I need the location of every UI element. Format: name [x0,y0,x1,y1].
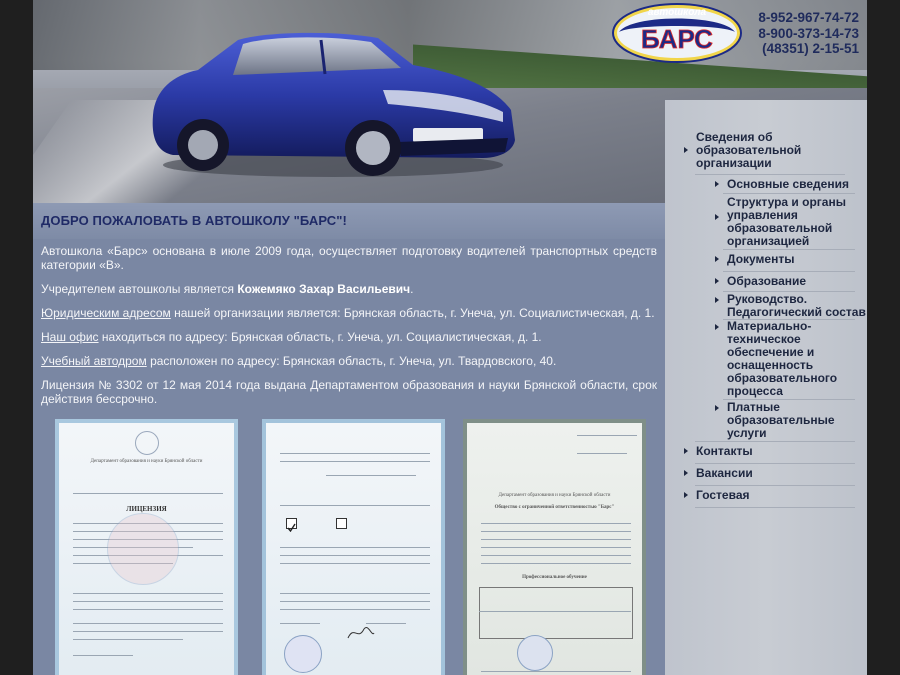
logo[interactable] [611,2,743,69]
paragraph-legal-address [41,306,657,320]
arrow-right-icon [715,405,719,411]
article-text [41,244,657,416]
paragraph-founder [41,282,657,296]
sidebar-nav [665,100,867,675]
license-image-1[interactable] [55,419,238,675]
sidebar-item-about[interactable] [665,130,867,170]
logo-subtitle: автошкола [647,7,707,18]
license-3-section: Профессиональное обучение [522,575,587,580]
arrow-right-icon [715,181,719,187]
logo-emblem [611,2,743,64]
phone-1[interactable]: 8-952-967-74-72 [758,10,859,25]
legal-address-text: нашей организации является: Брянская область, г. Унеча, ул. Социалистическая, д. 1. [170,306,655,320]
autodrome-link[interactable]: Учебный автодром [41,354,147,368]
sidebar-item-label: Вакансии [696,466,753,480]
arrow-right-icon [684,492,688,498]
autodrome-text: расположен по адресу: Брянская область, г. Унеча, ул. Твардовского, 40. [146,354,557,368]
paragraph-license: Лицензия № 3302 от 12 мая 2014 года выдана Департаментом образования и науки Брянской области, срок действия бессрочно. [41,378,657,406]
arrow-right-icon [715,278,719,284]
divider [695,463,855,464]
arrow-right-icon [715,256,719,262]
sidebar-item-label: Материально-техническое обеспечение и оснащенность образовательного процесса [727,319,838,398]
sidebar-item-label: Гостевая [696,488,750,502]
sidebar-item-contacts[interactable] [665,445,867,461]
arrow-right-icon [715,324,719,330]
sidebar-item-education[interactable] [665,275,867,291]
stamp-icon [284,635,322,673]
license-1-title: ЛИЦЕНЗИЯ [126,505,167,513]
stamp-icon-2 [517,635,553,671]
sidebar-item-label: Сведения об образовательной организации [696,130,802,170]
signature-icon [346,623,376,643]
divider [723,271,855,272]
paragraph-autodrome [41,354,657,368]
license-3-head: Департамент образования и науки Брянской области [498,493,611,498]
sidebar-item-label: Образование [727,274,807,288]
divider [695,441,855,442]
sidebar-item-label: Руководство. Педагогический состав [727,292,866,319]
sidebar-item-basic-info[interactable] [665,178,867,194]
page [33,0,867,675]
sidebar-item-staff[interactable] [665,293,867,319]
phone-3[interactable]: (48351) 2-15-51 [762,41,859,56]
arrow-right-icon [715,214,719,220]
legal-address-link[interactable]: Юридическим адресом [41,306,171,320]
arrow-right-icon [684,470,688,476]
license-3-table [479,587,633,639]
emblem-icon [135,431,159,455]
divider [695,174,845,175]
sidebar-item-paid-services[interactable] [665,401,867,441]
divider [695,485,855,486]
logo-title: БАРС [641,24,713,54]
founder-name: Кожемяко Захар Васильевич [237,282,411,296]
arrow-right-icon [684,448,688,454]
founder-suffix: . [410,282,414,296]
sidebar-item-label: Контакты [696,444,753,458]
divider [723,249,855,250]
watermark-icon [107,513,179,585]
welcome-bar [33,203,665,239]
license-1-head: Департамент образования и науки Брянской области [90,459,203,464]
office-link[interactable]: Наш офис [41,330,99,344]
license-image-2[interactable] [262,419,445,675]
license-images [33,419,665,675]
sidebar-item-label: Документы [727,252,795,266]
checkbox-checked-icon [286,518,297,529]
page-title: ДОБРО ПОЖАЛОВАТЬ В АВТОШКОЛУ "БАРС"! [41,213,347,228]
sidebar-item-label: Платные образовательные услуги [727,400,835,440]
phone-list [749,10,859,57]
paragraph-office [41,330,657,344]
sidebar-item-label: Структура и органы управления образовательной организацией [727,195,846,248]
phone-2[interactable]: 8-900-373-14-73 [758,25,859,41]
office-text: находиться по адресу: Брянская область, г. Унеча, ул. Социалистическая, д. 1. [98,330,542,344]
checkbox-empty-icon [336,518,347,529]
divider [695,507,855,508]
license-3-org: Общество с ограниченной ответственностью "Барс" [494,505,615,510]
divider [723,193,855,194]
sidebar-item-equipment[interactable] [665,320,867,398]
car-image [143,30,523,180]
founder-prefix: Учредителем автошколы является [41,282,238,296]
arrow-right-icon [715,297,719,303]
arrow-right-icon [684,147,688,153]
sidebar-item-label: Основные сведения [727,177,849,191]
sidebar-item-structure[interactable] [665,196,867,248]
sidebar-item-documents[interactable] [665,253,867,269]
sidebar-item-vacancies[interactable] [665,467,867,483]
paragraph-founded: Автошкола «Барс» основана в июле 2009 года, осуществляет подготовку водителей транспортных средств категории «В». [41,244,657,272]
sidebar-item-guestbook[interactable] [665,489,867,505]
license-image-3[interactable] [463,419,646,675]
main-content [33,203,665,675]
